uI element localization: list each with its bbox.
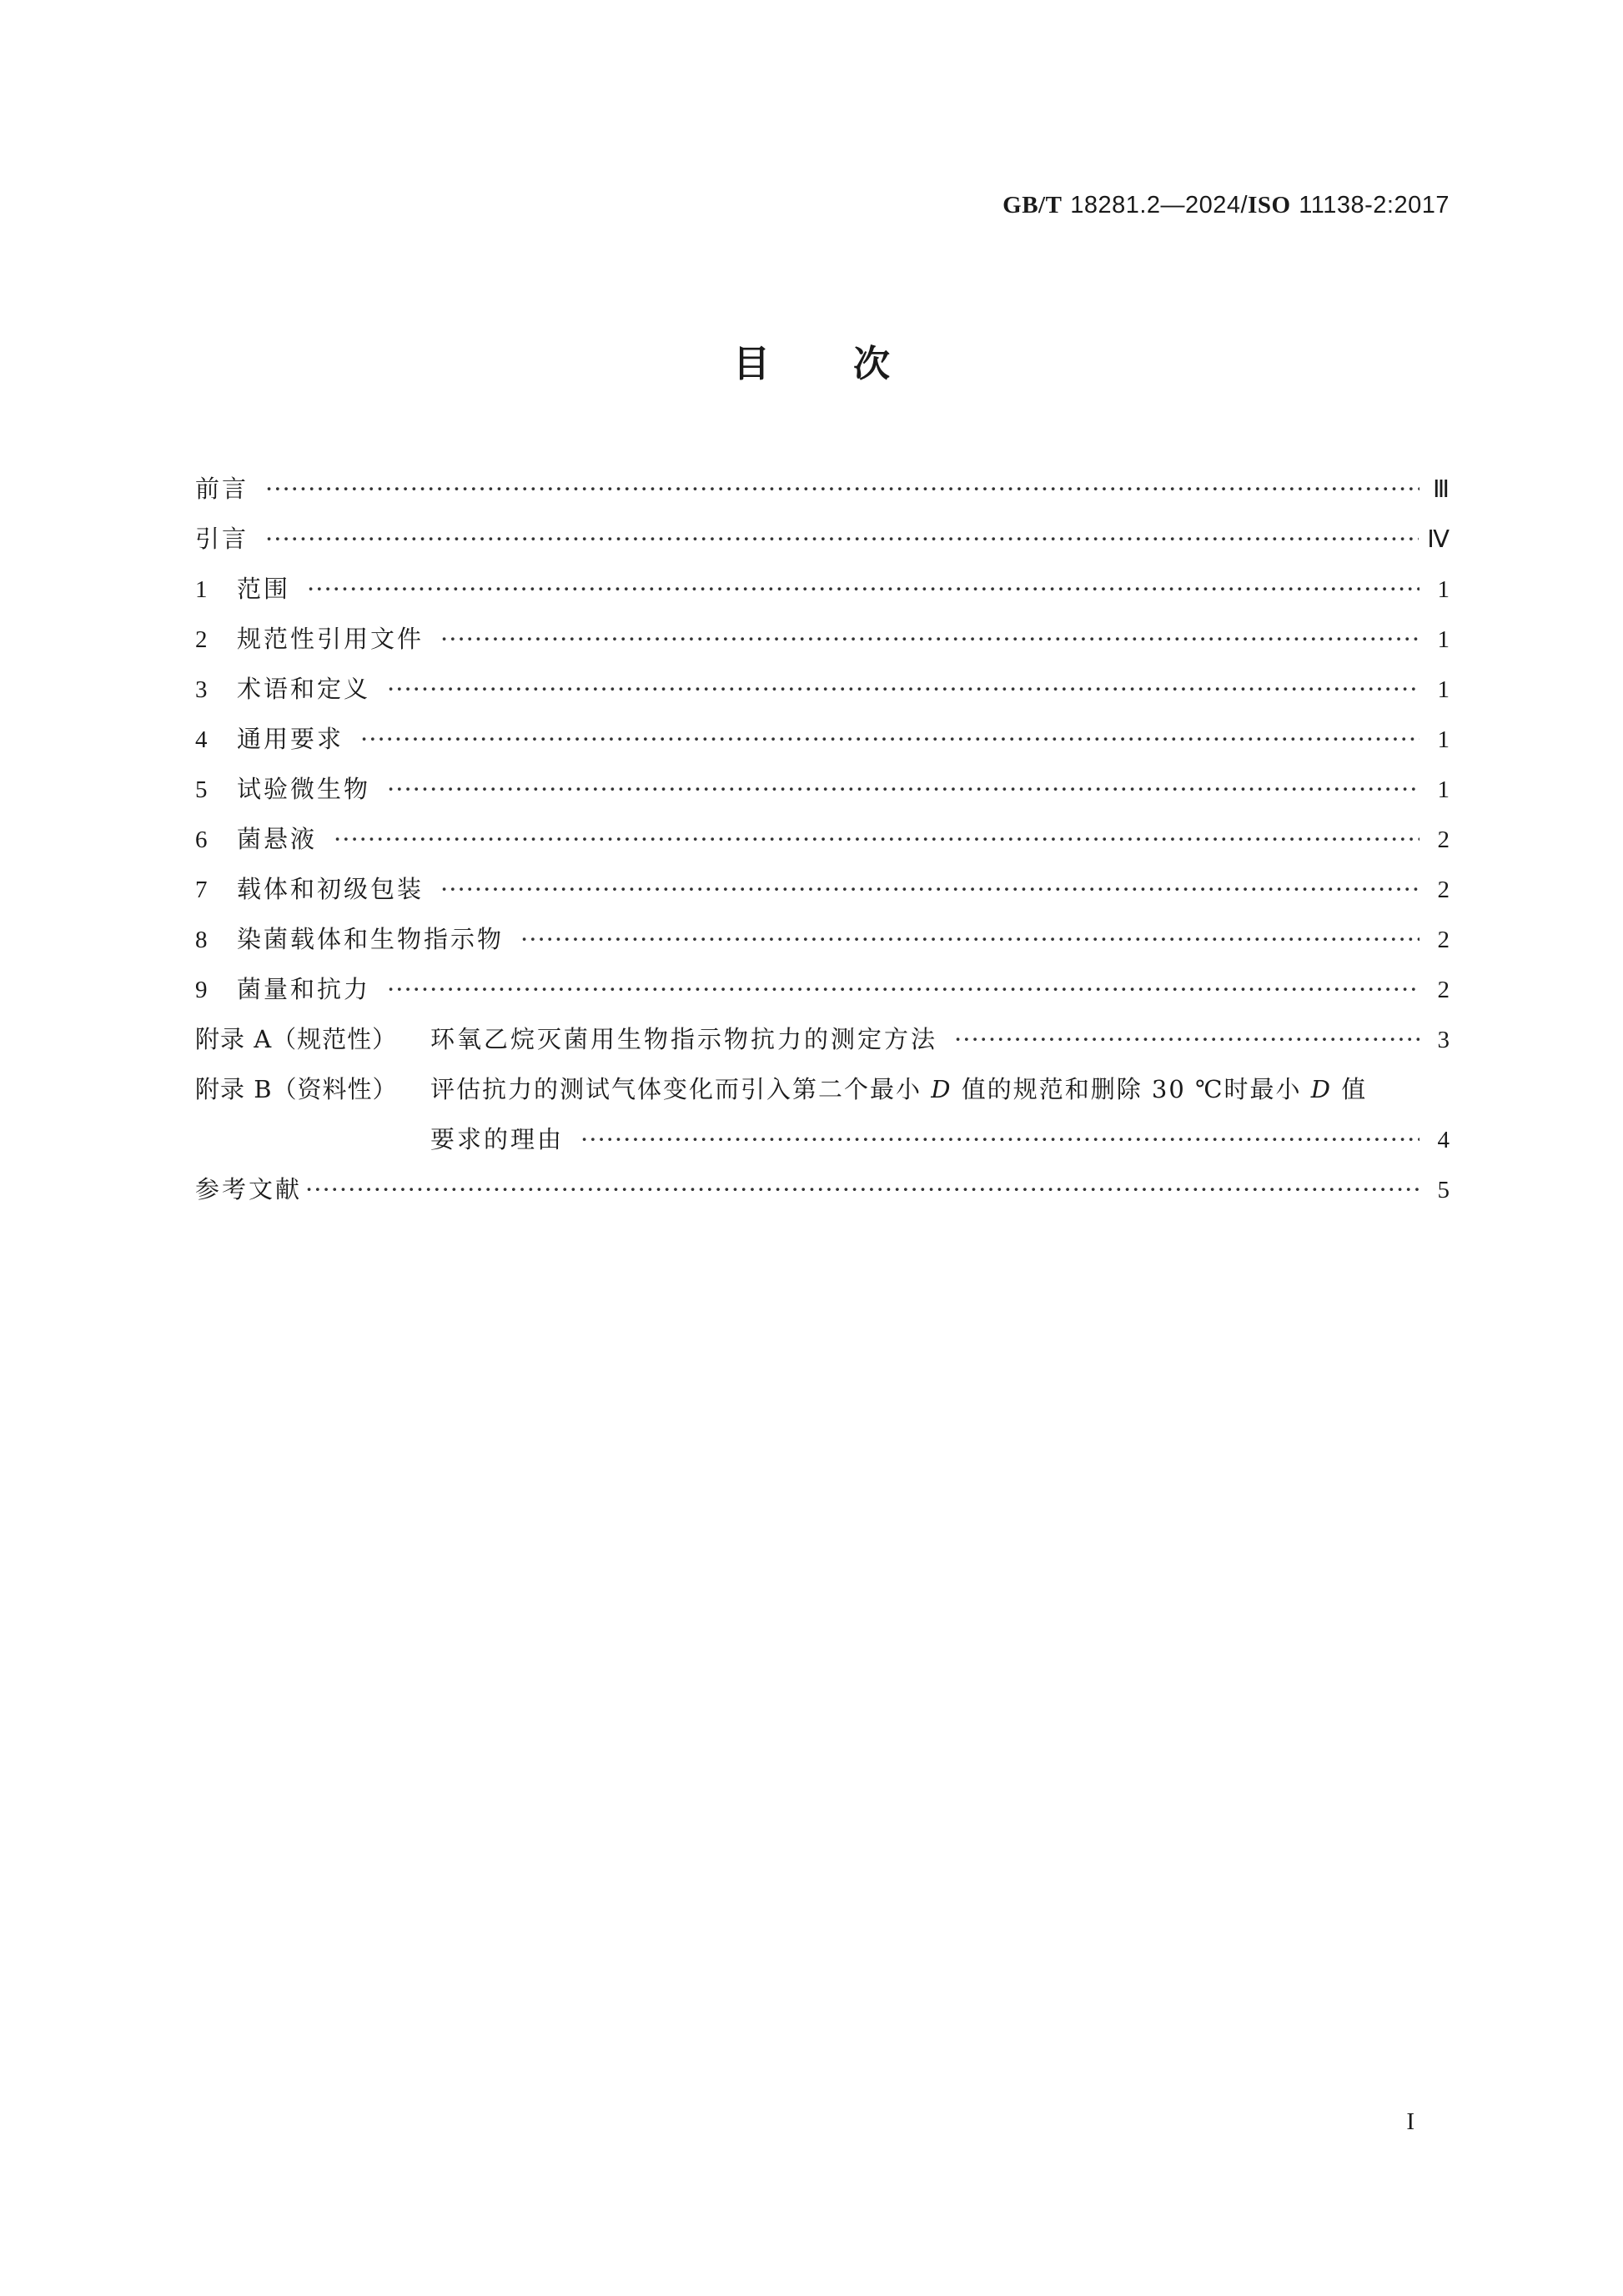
toc-entry-number: 3 (195, 676, 208, 703)
toc-entry-page: 1 (1437, 576, 1450, 603)
toc-entry-label: 环氧乙烷灭菌用生物指示物抗力的测定方法 (430, 1025, 938, 1053)
toc-annex-prefix: 附录 A（规范性） (195, 1025, 398, 1053)
standard-prefix-iso: ISO (1248, 192, 1291, 219)
toc-entry-2[interactable] (195, 614, 1450, 664)
toc-leader-dots (387, 964, 1419, 1014)
table-of-contents (195, 464, 1450, 1214)
toc-leader-dots (520, 914, 1419, 964)
toc-entry-label-line-2: 要求的理由 (430, 1125, 565, 1153)
toc-leader-dots (334, 814, 1419, 864)
toc-entry-introduction[interactable] (195, 514, 1450, 564)
toc-entry-page: 3 (1437, 1027, 1450, 1053)
toc-entry-label: 载体和初级包装 (237, 875, 425, 903)
toc-entry-label: 术语和定义 (237, 675, 371, 703)
toc-label-part-3: 值 (1341, 1075, 1368, 1103)
toc-entry-8[interactable] (195, 914, 1450, 964)
toc-entry-annex-a[interactable] (195, 1014, 1450, 1064)
page-number: I (1406, 2108, 1414, 2135)
toc-entry-label: 菌量和抗力 (237, 975, 371, 1003)
toc-entry-number: 1 (195, 576, 208, 603)
standard-number-iso: 11138-2:2017 (1299, 192, 1450, 219)
toc-annex-prefix: 附录 B（资料性） (195, 1075, 398, 1103)
toc-entry-page: Ⅳ (1427, 526, 1450, 553)
toc-entry-annex-b-continued[interactable] (195, 1114, 1450, 1164)
toc-entry-page: 2 (1437, 826, 1450, 853)
toc-label-part-1: 评估抗力的测试气体变化而引入第二个最小 (430, 1075, 922, 1103)
toc-entry-annex-b[interactable] (195, 1064, 1450, 1114)
toc-leader-dots (360, 714, 1419, 764)
toc-entry-5[interactable] (195, 764, 1450, 814)
toc-entry-label: 范围 (237, 575, 291, 603)
toc-entry-page: 1 (1437, 726, 1450, 753)
page-title (0, 334, 1623, 387)
toc-entry-label: 引言 (195, 525, 249, 553)
toc-entry-number: 5 (195, 776, 208, 803)
toc-entry-7[interactable] (195, 864, 1450, 914)
toc-leader-dots (265, 464, 1419, 514)
toc-entry-label: 通用要求 (237, 725, 344, 753)
toc-entry-9[interactable] (195, 964, 1450, 1014)
toc-entry-number: 7 (195, 877, 208, 903)
toc-entry-number: 8 (195, 927, 208, 953)
toc-entry-label: 试验微生物 (237, 775, 371, 803)
toc-entry-number: 2 (195, 626, 208, 653)
toc-entry-page: 1 (1437, 626, 1450, 653)
toc-leader-dots (265, 514, 1419, 564)
toc-entry-page: 1 (1437, 776, 1450, 803)
toc-entry-page: 1 (1437, 676, 1450, 703)
page-title-char-2: 次 (853, 343, 890, 385)
toc-entry-foreword[interactable] (195, 464, 1450, 514)
toc-leader-dots (440, 614, 1419, 664)
toc-entry-label: 参考文献 (195, 1175, 303, 1203)
toc-entry-label-line-1 (430, 1064, 1367, 1114)
toc-entry-page: Ⅲ (1433, 476, 1450, 503)
toc-leader-dots (305, 1164, 1419, 1214)
toc-leader-dots (387, 764, 1419, 814)
toc-entry-6[interactable] (195, 814, 1450, 864)
toc-entry-page: 2 (1437, 977, 1450, 1003)
toc-label-d-symbol: D (931, 1075, 952, 1103)
page-title-char-1: 目 (733, 343, 770, 385)
toc-entry-3[interactable] (195, 664, 1450, 714)
toc-leader-dots (954, 1014, 1419, 1064)
toc-entry-label: 菌悬液 (237, 825, 318, 853)
toc-entry-page: 5 (1437, 1177, 1450, 1203)
standard-number (1002, 190, 1450, 219)
toc-label-part-2: 值的规范和删除 30 ℃时最小 (961, 1075, 1302, 1103)
toc-leader-dots (387, 664, 1419, 714)
standard-prefix-gbt: GB/T (1002, 192, 1063, 219)
toc-leader-dots (580, 1114, 1419, 1164)
toc-entry-label: 前言 (195, 475, 249, 503)
toc-entry-page: 4 (1437, 1127, 1450, 1153)
toc-leader-dots (307, 564, 1419, 614)
toc-entry-number: 6 (195, 826, 208, 853)
toc-entry-number: 9 (195, 977, 208, 1003)
toc-entry-4[interactable] (195, 714, 1450, 764)
toc-entry-page: 2 (1437, 927, 1450, 953)
toc-entry-references[interactable] (195, 1164, 1450, 1214)
toc-entry-label: 规范性引用文件 (237, 625, 425, 653)
toc-label-d-symbol: D (1310, 1075, 1332, 1103)
toc-entry-1[interactable] (195, 564, 1450, 614)
toc-leader-dots (440, 864, 1419, 914)
toc-entry-label: 染菌载体和生物指示物 (237, 925, 505, 953)
toc-entry-number: 4 (195, 726, 208, 753)
toc-entry-page: 2 (1437, 877, 1450, 903)
standard-number-gb: 18281.2—2024/ (1070, 192, 1249, 219)
